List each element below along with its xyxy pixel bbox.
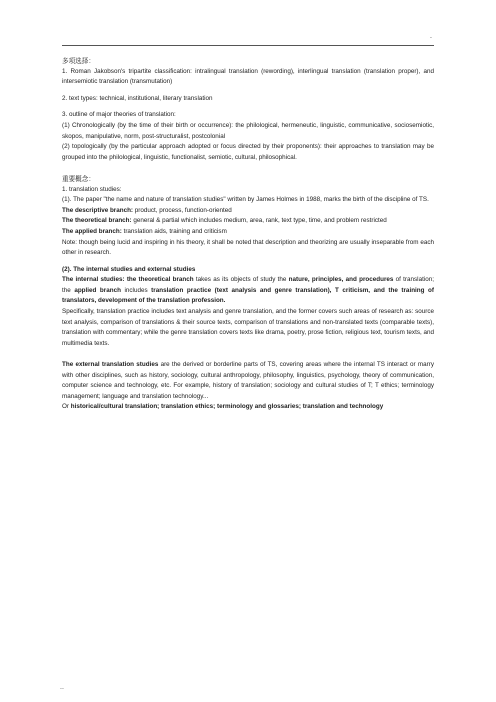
internal-external-heading-text: (2). The internal studies and external studies bbox=[62, 265, 196, 273]
internal-studies-paragraph bbox=[62, 275, 434, 307]
internal-text-1: takes as its objects of study the bbox=[193, 276, 289, 284]
section-heading-key-concepts: 重要概念： bbox=[62, 174, 95, 183]
descriptive-branch bbox=[62, 206, 434, 217]
descriptive-branch-label: The descriptive branch: bbox=[62, 206, 134, 214]
header-mark: . bbox=[430, 33, 432, 40]
footer-mark: .. bbox=[60, 684, 64, 691]
internal-text-3: includes bbox=[120, 286, 152, 294]
mc-item-2: 2. text types: technical, institutional, literary translation bbox=[62, 94, 213, 102]
internal-text-2: of translation; the bbox=[62, 276, 434, 294]
external-studies-text: are the derived or borderline parts of TS, covering areas where the internal TS interact or marry with other disciplines, such as history, sociology, cultural anthropology, philosophy, linguistics, psychology, theory of communication, computer science and technology, etc. For example, history of translation; sociology and cultural studies of T; T ethics; terminology management; language and translation technology... bbox=[62, 361, 434, 400]
concept-1-title: 1. translation studies: bbox=[62, 185, 122, 193]
applied-branch-label: The applied branch: bbox=[62, 227, 122, 235]
internal-bold-applied: applied branch bbox=[74, 286, 121, 294]
or-prefix: Or bbox=[62, 403, 71, 411]
mc-item-3: 3. outline of major theories of translation: bbox=[62, 111, 176, 119]
external-studies-paragraph bbox=[62, 360, 434, 402]
section-heading-multiple-choice: 多项选择： bbox=[62, 57, 95, 65]
internal-studies-label: The internal studies: the theoretical branch bbox=[62, 276, 194, 284]
mc-item-1: 1. Roman Jakobson's tripartite classification: intralingual translation (rewording), interlingual translation (translation proper), and intersemiotic translation (transmutation) bbox=[62, 67, 434, 86]
specifically-paragraph: Specifically, translation practice includes text analysis and genre translation, and the former covers such areas of research as: source text analysis, comparison of translations & their source texts, comparison of translations and non-translated texts (comparable texts), translation with commentary; while the genre translation covers texts like drama, poetry, prose fiction, religious text, tourism texts, and multimedia texts. bbox=[62, 308, 434, 347]
or-paragraph bbox=[62, 402, 434, 413]
external-studies-label: The external translation studies bbox=[62, 361, 159, 369]
document-body bbox=[62, 56, 434, 413]
holmes-paragraph: (1). The paper "the name and nature of translation studies" written by James Holmes in 1988, marks the birth of the discipline of TS. bbox=[62, 196, 429, 204]
theoretical-branch-text: general & partial which includes medium, area, rank, text type, time, and problem restricted bbox=[131, 217, 387, 225]
descriptive-branch-text: product, process, function-oriented bbox=[133, 206, 232, 214]
mc-item-3-topological: (2) topologically (by the particular approach adopted or focus directed by their proponents): their approaches to translation may be grouped into the philological, linguistic, functionalist, semiotic, cultural, philosophical. bbox=[62, 143, 434, 161]
internal-bold-practice: translation practice (text analysis and genre translation), T criticism, and the training of translators, development of the translation profession. bbox=[62, 286, 434, 305]
applied-branch bbox=[62, 227, 434, 238]
internal-external-heading bbox=[62, 265, 434, 276]
note-paragraph: Note: though being lucid and inspiring in his theory, it shall be noted that description and theorizing are usually inseparable from each other in research. bbox=[62, 238, 434, 257]
mc-item-3-chronological: (1) Chronologically (by the time of their birth or occurrence): the philological, hermeneutic, linguistic, communicative, sociosemiotic, skopos, manipulative, norm, post-structuralist, postcolonial bbox=[62, 121, 434, 140]
theoretical-branch-label: The theoretical branch: bbox=[62, 217, 132, 225]
theoretical-branch bbox=[62, 216, 434, 227]
applied-branch-text: translation aids, training and criticism bbox=[121, 227, 227, 235]
header-rule bbox=[62, 45, 434, 46]
internal-bold-nature: nature, principles, and procedures bbox=[288, 276, 394, 284]
or-bold-list: historical/cultural translation; translation ethics; terminology and glossaries; translation and technology bbox=[70, 403, 384, 411]
